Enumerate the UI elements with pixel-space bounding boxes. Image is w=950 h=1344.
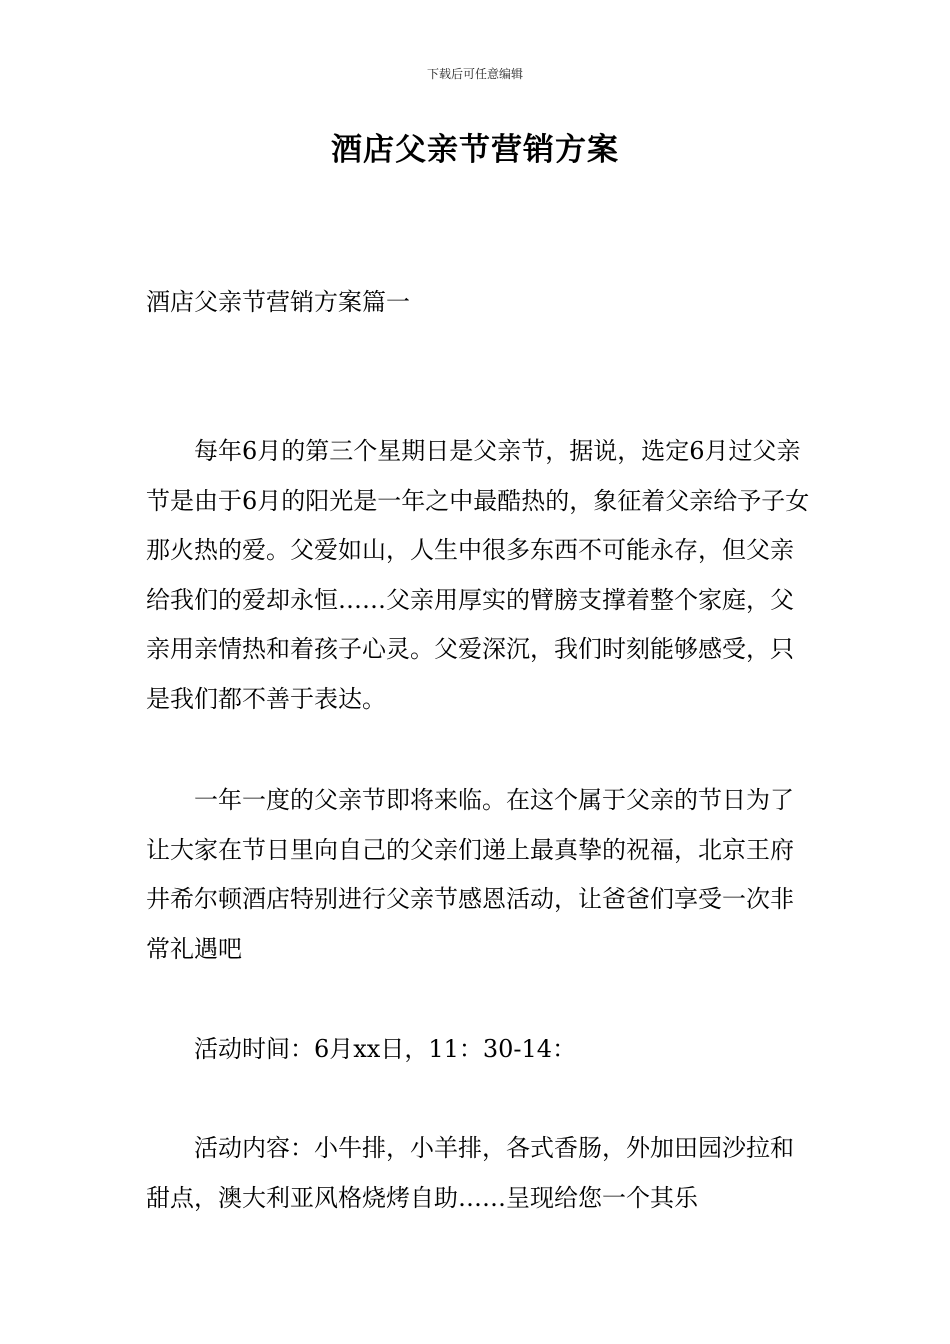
paragraph-text: 一年一度的父亲节即将来临。在这个属于父亲的节日为了让大家在节日里向自己的父亲们递上最真挚的祝福，北京王府井希尔顿酒店特别进行父亲节感恩活动，让爸爸们享受一次非常礼遇吧 bbox=[146, 786, 794, 963]
body-paragraph-activity-content bbox=[146, 1124, 810, 1223]
paragraph-text: 每年6月的第三个星期日是父亲节，据说，选定6月过父亲节是由于6月的阳光是一年之中最酷热的，象征着父亲给予子女那火热的爱。父爱如山，人生中很多东西不可能永存，但父亲给我们的爱却永恒……父亲用厚实的臂膀支撑着整个家庭，父亲用亲情热和着孩子心灵。父爱深沉，我们时刻能够感受，只是我们都不善于表达。 bbox=[146, 437, 810, 713]
document-title: 酒店父亲节营销方案 bbox=[331, 132, 619, 168]
paragraph-text: 活动时间：6月xx日，11：30-14： bbox=[194, 1035, 577, 1063]
section-heading: 酒店父亲节营销方案篇一 bbox=[146, 288, 410, 316]
header-note: 下载后可任意编辑 bbox=[426, 67, 523, 81]
body-paragraph-activity-time bbox=[146, 1025, 810, 1075]
paragraph-text: 活动内容：小牛排，小羊排，各式香肠，外加田园沙拉和甜点，澳大利亚风格烧烤自助……呈现给您一个其乐 bbox=[146, 1134, 794, 1212]
body-paragraph-1 bbox=[146, 427, 810, 724]
body-paragraph-2 bbox=[146, 776, 810, 974]
